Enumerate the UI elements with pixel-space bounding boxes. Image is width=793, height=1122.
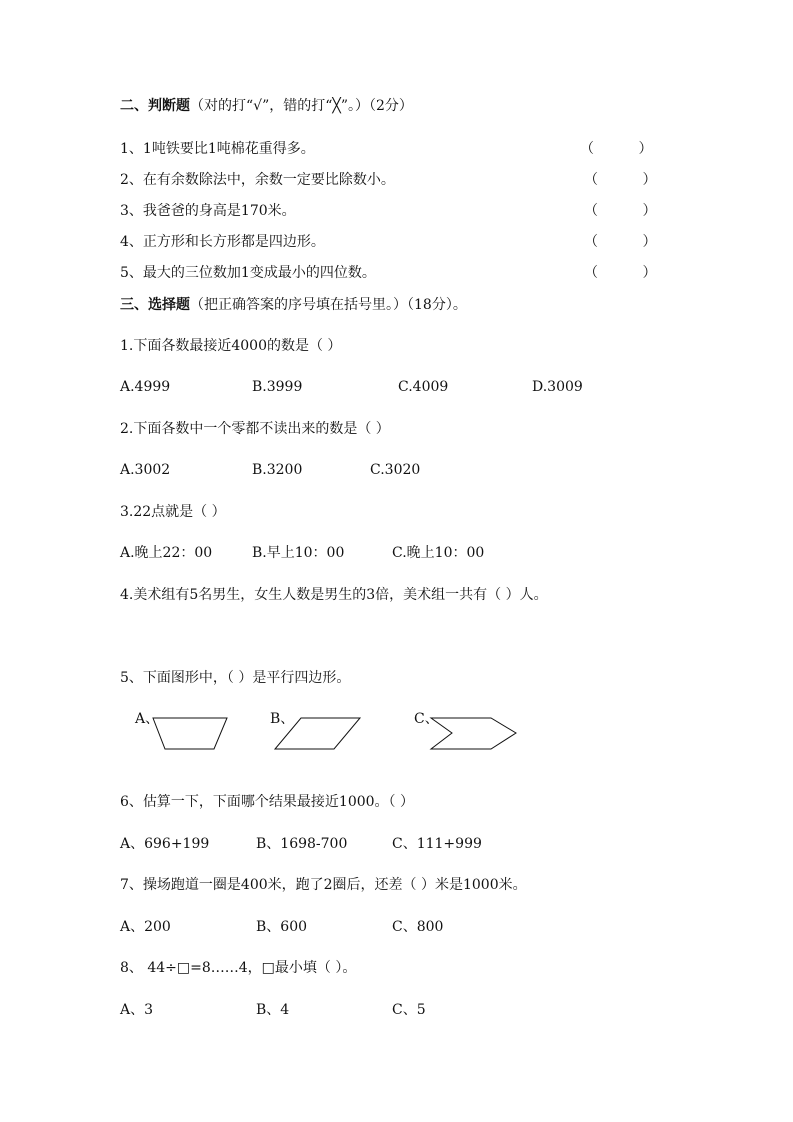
judge-item-3: 3、我爸爸的身高是170米。 bbox=[120, 203, 296, 219]
section3-heading bbox=[120, 296, 467, 314]
q1-option-a[interactable]: A.4999 bbox=[120, 379, 171, 395]
section3-instruction: （把正确答案的序号填在括号里。）（18分）。 bbox=[190, 297, 467, 313]
judge-item-5: 5、最大的三位数加1变成最小的四位数。 bbox=[120, 265, 376, 281]
trapezoid-shape bbox=[150, 715, 232, 755]
judge-item-2: 2、在有余数除法中，余数一定要比除数小。 bbox=[120, 172, 395, 188]
section2-title: 二、判断题 bbox=[120, 98, 190, 114]
q1-option-c[interactable]: C.4009 bbox=[398, 379, 449, 395]
q8-option-a[interactable]: A、3 bbox=[120, 1002, 154, 1018]
q5-option-b[interactable]: B、 bbox=[270, 711, 295, 727]
q3-option-b[interactable]: B.早上10：00 bbox=[252, 545, 345, 561]
q6-option-c[interactable]: C、111+999 bbox=[392, 836, 482, 852]
choice-question-2: 2.下面各数中一个零都不读出来的数是（ ） bbox=[120, 421, 390, 437]
choice-question-7: 7、操场跑道一圈是400米，跑了2圈后，还差（ ）米是1000米。 bbox=[120, 877, 527, 893]
choice-question-3: 3.22点就是（ ） bbox=[120, 504, 226, 520]
choice-question-6: 6、估算一下，下面哪个结果最接近1000。（ ） bbox=[120, 794, 414, 810]
q6-option-a[interactable]: A、696+199 bbox=[120, 836, 210, 852]
q5-option-a[interactable]: A、 bbox=[135, 711, 160, 727]
parallelogram-shape bbox=[272, 715, 364, 755]
q2-option-b[interactable]: B.3200 bbox=[252, 462, 303, 478]
judge-answer-1[interactable]: （ ） bbox=[580, 141, 653, 157]
q1-option-b[interactable]: B.3999 bbox=[252, 379, 303, 395]
q3-option-c[interactable]: C.晚上10：00 bbox=[392, 545, 485, 561]
q2-option-c[interactable]: C.3020 bbox=[370, 462, 421, 478]
q3-option-a[interactable]: A.晚上22：00 bbox=[120, 545, 213, 561]
choice-question-8: 8、 44÷□=8……4，□最小填（ ）。 bbox=[120, 960, 357, 976]
choice-question-5: 5、下面图形中，（ ）是平行四边形。 bbox=[120, 670, 351, 686]
q8-option-b[interactable]: B、4 bbox=[256, 1002, 290, 1018]
judge-answer-4[interactable]: （ ） bbox=[584, 234, 657, 250]
judge-item-4: 4、正方形和长方形都是四边形。 bbox=[120, 234, 325, 250]
section2-instruction: （对的打“√”，错的打“╳”。）（2分） bbox=[190, 98, 413, 114]
q5-option-c[interactable]: C、 bbox=[414, 711, 439, 727]
arrow-shape bbox=[428, 715, 520, 755]
choice-question-1: 1.下面各数最接近4000的数是（ ） bbox=[120, 338, 342, 354]
judge-item-1: 1、1吨铁要比1吨棉花重得多。 bbox=[120, 141, 315, 157]
judge-answer-3[interactable]: （ ） bbox=[584, 203, 657, 219]
q8-option-c[interactable]: C、5 bbox=[392, 1002, 426, 1018]
q7-option-b[interactable]: B、600 bbox=[256, 919, 308, 935]
judge-answer-2[interactable]: （ ） bbox=[584, 172, 657, 188]
q6-option-b[interactable]: B、1698-700 bbox=[256, 836, 348, 852]
section2-heading bbox=[120, 97, 413, 115]
section3-title: 三、选择题 bbox=[120, 297, 190, 313]
q7-option-a[interactable]: A、200 bbox=[120, 919, 171, 935]
judge-answer-5[interactable]: （ ） bbox=[584, 265, 657, 281]
choice-question-4: 4.美术组有5名男生，女生人数是男生的3倍，美术组一共有（ ）人。 bbox=[120, 587, 548, 603]
q7-option-c[interactable]: C、800 bbox=[392, 919, 444, 935]
q1-option-d[interactable]: D.3009 bbox=[532, 379, 583, 395]
q2-option-a[interactable]: A.3002 bbox=[120, 462, 171, 478]
